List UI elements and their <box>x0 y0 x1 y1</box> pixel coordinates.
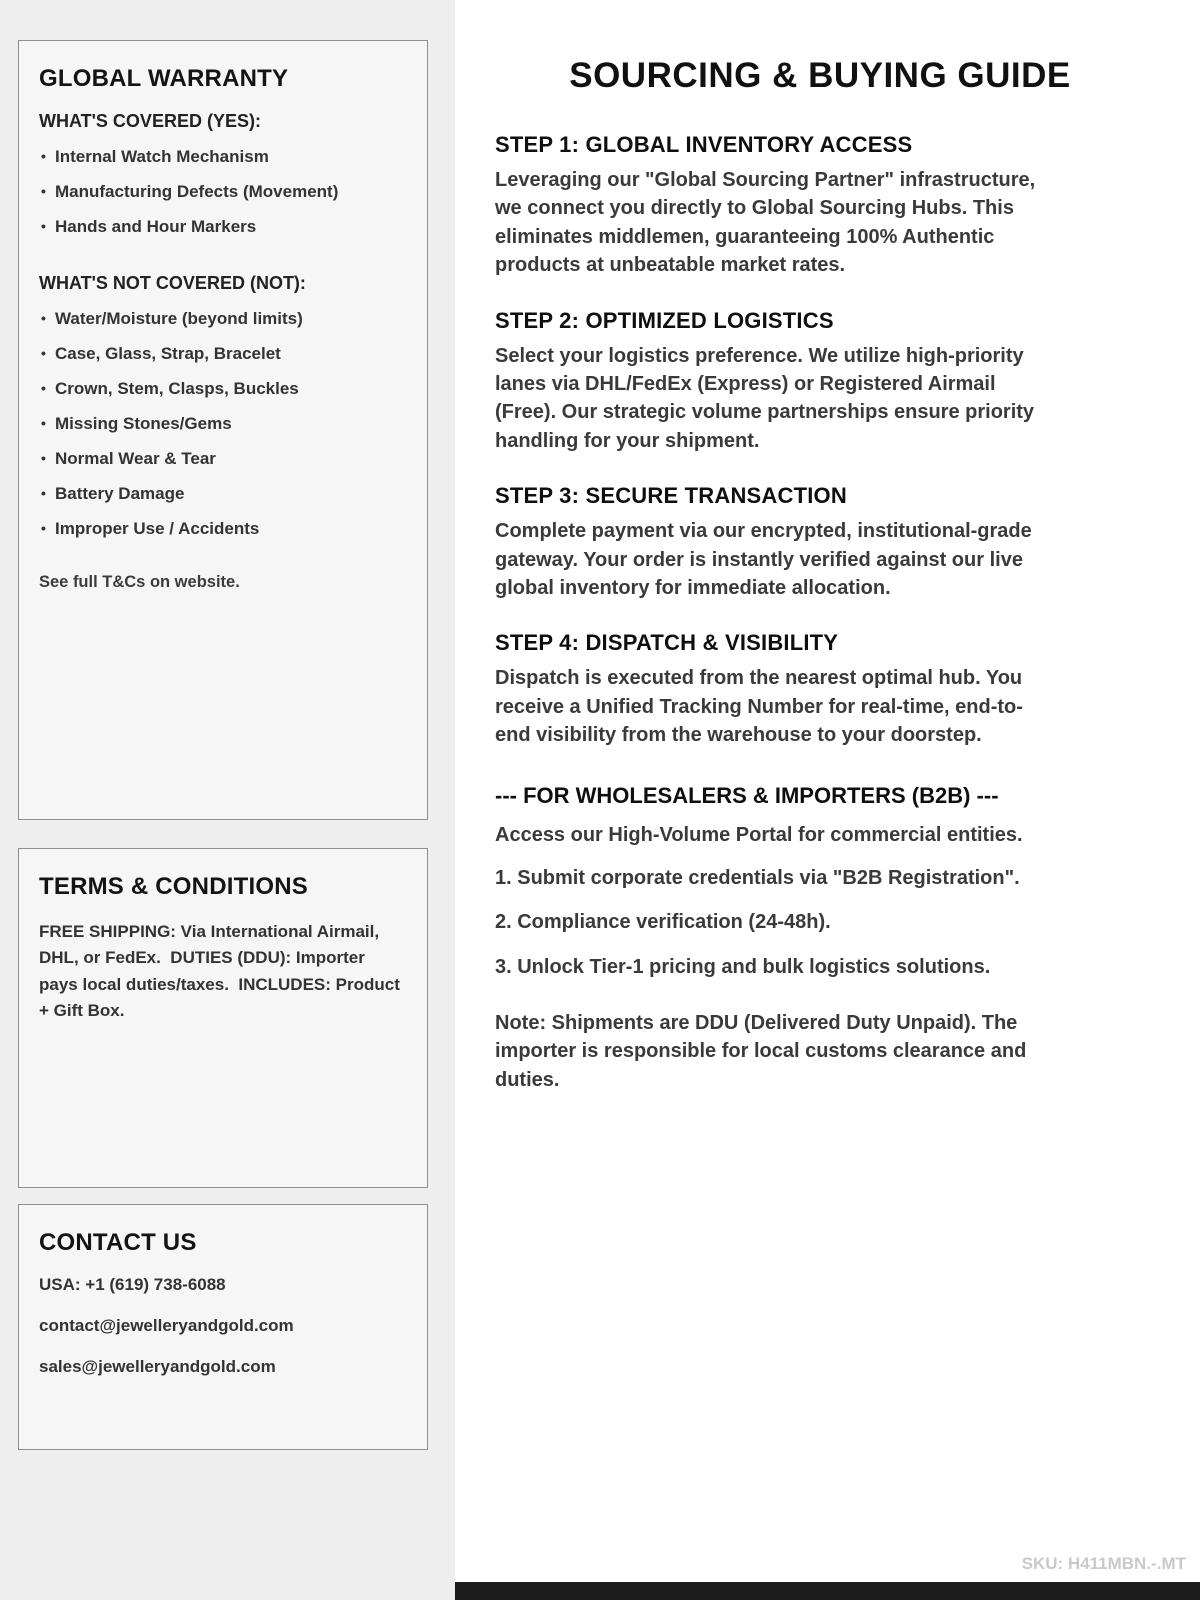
contact-section <box>18 1204 428 1450</box>
step-1 <box>495 132 1145 280</box>
step-1-body: Leveraging our "Global Sourcing Partner" infrastructure, we connect you directly to Global Sourcing Hubs. This eliminates middlemen, guaranteeing 100% Authentic products at unbeatable market rates. <box>495 169 1036 277</box>
b2b-intro: Access our High-Volume Portal for commercial entities. <box>495 824 1023 847</box>
contact-title: CONTACT US <box>39 1229 197 1256</box>
step-4 <box>495 630 1145 749</box>
warranty-section <box>18 40 428 820</box>
step-2-body: Select your logistics preference. We utilize high-priority lanes via DHL/FedEx (Express) or Registered Airmail (Free). Our strategic volume partnerships ensure priority handling for your shipment. <box>495 344 1035 452</box>
terms-body: FREE SHIPPING: Via International Airmail, DHL, or FedEx. DUTIES (DDU): Importer pays local duties/taxes. INCLUDES: Product + Gift Box. <box>39 922 405 1021</box>
not-covered-item: • Improper Use / Accidents <box>39 519 407 539</box>
sidebar <box>0 0 455 1600</box>
not-covered-item: • Missing Stones/Gems <box>39 414 407 434</box>
covered-list <box>39 147 407 237</box>
not-covered-item: • Case, Glass, Strap, Bracelet <box>39 344 407 364</box>
page-title: SOURCING & BUYING GUIDE <box>569 56 1071 95</box>
contact-phone: USA: +1 (619) 738-6088 <box>39 1275 226 1294</box>
b2b-step-item: 2. Compliance verification (24-48h). <box>495 911 831 934</box>
b2b-step-item: 1. Submit corporate credentials via "B2B Registration". <box>495 866 1020 889</box>
covered-item: • Manufacturing Defects (Movement) <box>39 182 407 202</box>
b2b-heading: --- FOR WHOLESALERS & IMPORTERS (B2B) --- <box>495 783 999 809</box>
contact-email-sales: sales@jewelleryandgold.com <box>39 1357 276 1376</box>
contact-email-primary: contact@jewelleryandgold.com <box>39 1316 294 1335</box>
step-4-body: Dispatch is executed from the nearest optimal hub. You receive a Unified Tracking Number for real-time, end-to-end visibility from the warehouse to your doorstep. <box>495 667 1023 747</box>
step-2 <box>495 308 1145 456</box>
covered-item: • Internal Watch Mechanism <box>39 147 407 167</box>
not-covered-list <box>39 309 407 539</box>
covered-title: WHAT'S COVERED (YES): <box>39 111 261 131</box>
step-3-heading: STEP 3: SECURE TRANSACTION <box>495 483 847 509</box>
step-3-body: Complete payment via our encrypted, institutional-grade gateway. Your order is instantly verified against our live global inventory for immediate allocation. <box>495 520 1032 599</box>
step-2-heading: STEP 2: OPTIMIZED LOGISTICS <box>495 307 834 333</box>
terms-title: TERMS & CONDITIONS <box>39 873 308 900</box>
warranty-title: GLOBAL WARRANTY <box>39 65 289 92</box>
not-covered-item: • Crown, Stem, Clasps, Buckles <box>39 379 407 399</box>
not-covered-item: • Battery Damage <box>39 484 407 504</box>
b2b-step-item: 3. Unlock Tier-1 pricing and bulk logistics solutions. <box>495 955 991 978</box>
not-covered-item: • Normal Wear & Tear <box>39 449 407 469</box>
step-3 <box>495 483 1145 602</box>
step-4-heading: STEP 4: DISPATCH & VISIBILITY <box>495 630 839 656</box>
sku-label: SKU: H411MBN.-.MT <box>1021 1554 1186 1573</box>
step-1-heading: STEP 1: GLOBAL INVENTORY ACCESS <box>495 132 913 157</box>
warranty-footer-note: See full T&Cs on website. <box>39 573 240 591</box>
not-covered-title: WHAT'S NOT COVERED (NOT): <box>39 273 306 293</box>
terms-section <box>18 848 428 1188</box>
b2b-section <box>495 783 1145 1094</box>
b2b-note: Note: Shipments are DDU (Delivered Duty Unpaid). The importer is responsible for local customs clearance and duties. <box>495 1012 1027 1091</box>
covered-item: • Hands and Hour Markers <box>39 217 407 237</box>
main-content <box>455 0 1200 1600</box>
not-covered-item: • Water/Moisture (beyond limits) <box>39 309 407 329</box>
footer-bar <box>455 1582 1200 1600</box>
